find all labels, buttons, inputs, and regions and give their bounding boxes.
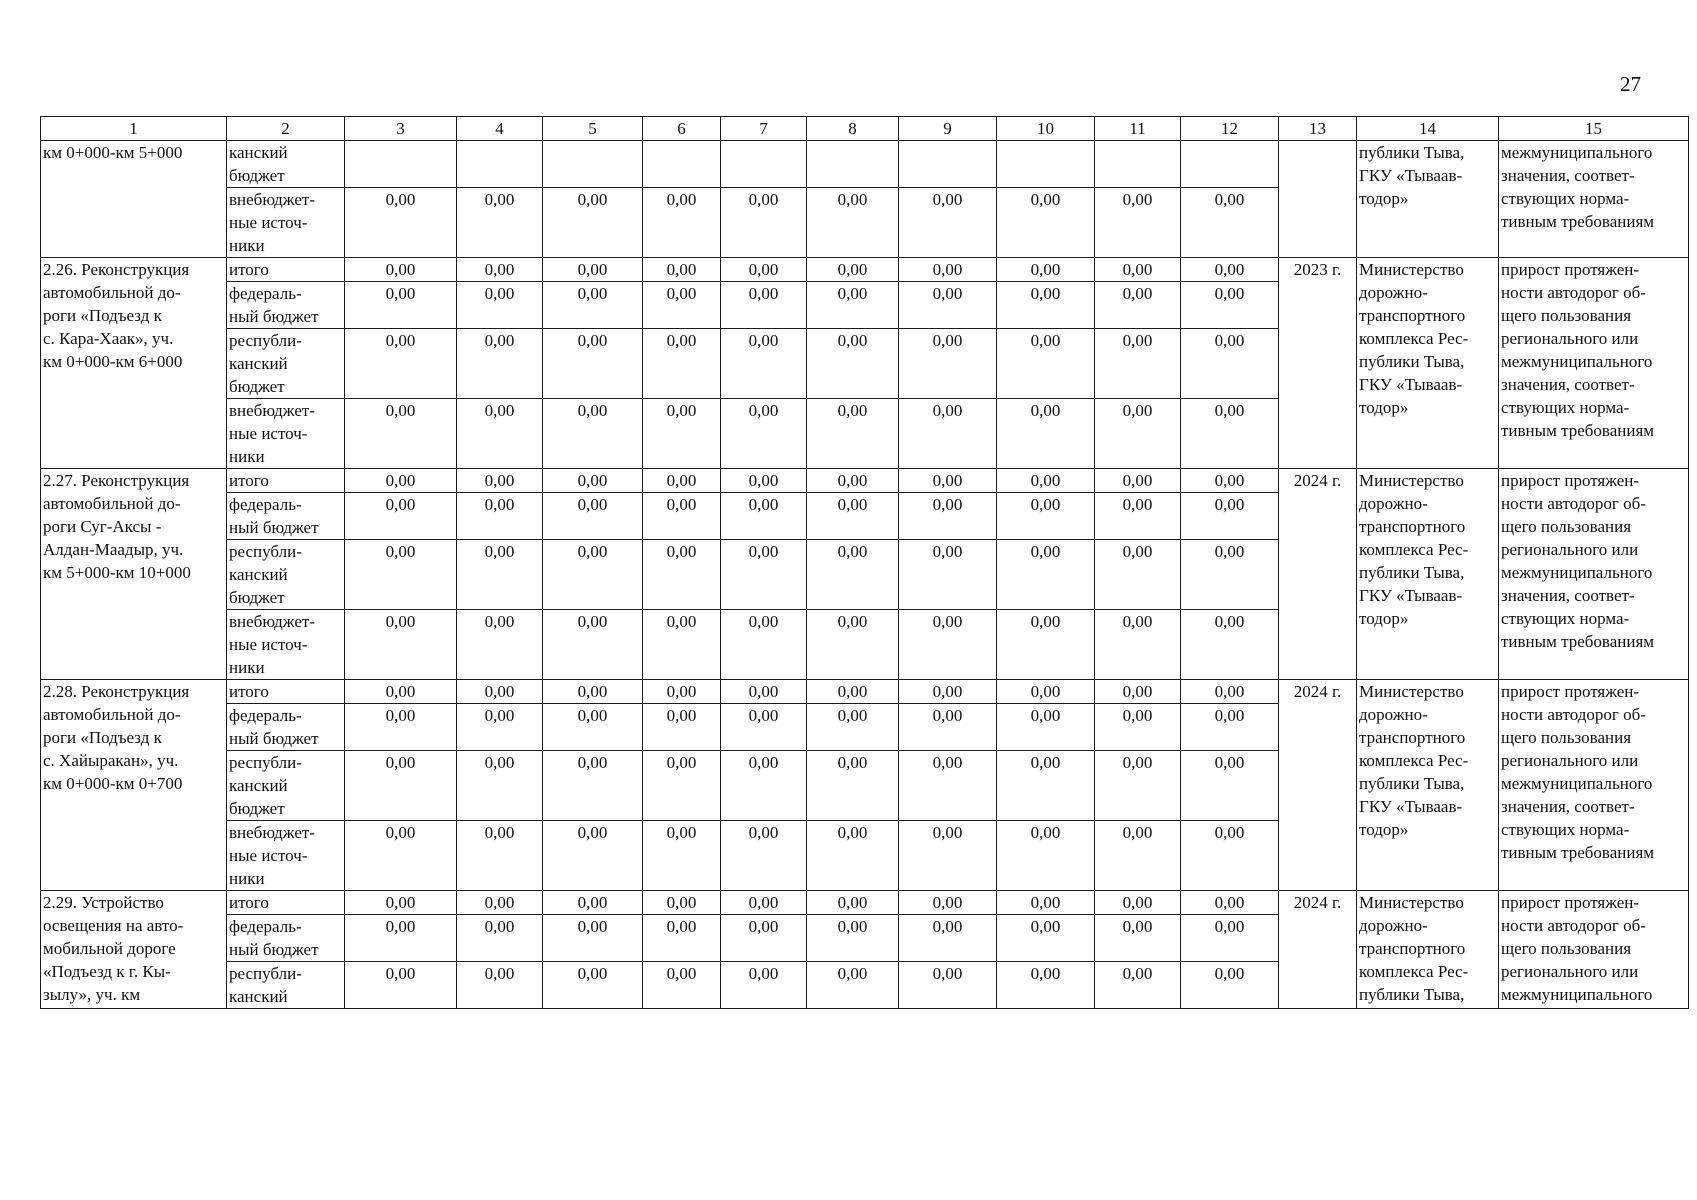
funding-source-cell: итого <box>227 469 345 493</box>
amount-cell: 0,00 <box>721 258 807 282</box>
activity-name-cell: 2.29. Устройство освещения на авто- мобильной дороге «Подъезд к г. Кы- зылу», уч. км <box>41 891 227 1009</box>
executor-cell: Министерство дорожно- транспортного комплекса Рес- публики Тыва, ГКУ «Тываав- тодор» <box>1357 680 1499 891</box>
amount-cell <box>721 141 807 188</box>
amount-cell: 0,00 <box>457 469 543 493</box>
amount-cell: 0,00 <box>345 329 457 399</box>
amount-cell: 0,00 <box>543 258 643 282</box>
amount-cell: 0,00 <box>899 751 997 821</box>
amount-cell: 0,00 <box>1095 751 1181 821</box>
funding-source-cell: внебюджет- ные источ- ники <box>227 399 345 469</box>
column-header: 15 <box>1499 117 1689 141</box>
amount-cell: 0,00 <box>997 493 1095 540</box>
amount-cell: 0,00 <box>899 493 997 540</box>
amount-cell: 0,00 <box>899 469 997 493</box>
funding-source-cell: федераль- ный бюджет <box>227 704 345 751</box>
amount-cell: 0,00 <box>345 399 457 469</box>
amount-cell: 0,00 <box>807 704 899 751</box>
column-header: 8 <box>807 117 899 141</box>
amount-cell <box>997 141 1095 188</box>
amount-cell: 0,00 <box>899 282 997 329</box>
activity-name-cell: 2.26. Реконструкция автомобильной до- роги «Подъезд к с. Кара-Хаак», уч. км 0+000-км 6+000 <box>41 258 227 469</box>
column-header: 11 <box>1095 117 1181 141</box>
amount-cell: 0,00 <box>899 915 997 962</box>
amount-cell: 0,00 <box>1181 188 1279 258</box>
amount-cell: 0,00 <box>721 704 807 751</box>
amount-cell: 0,00 <box>899 680 997 704</box>
amount-cell: 0,00 <box>643 258 721 282</box>
amount-cell: 0,00 <box>1181 399 1279 469</box>
amount-cell: 0,00 <box>345 962 457 1009</box>
amount-cell: 0,00 <box>1181 282 1279 329</box>
amount-cell: 0,00 <box>643 680 721 704</box>
amount-cell: 0,00 <box>807 258 899 282</box>
amount-cell: 0,00 <box>643 188 721 258</box>
amount-cell <box>345 141 457 188</box>
executor-cell: Министерство дорожно- транспортного комплекса Рес- публики Тыва, ГКУ «Тываав- тодор» <box>1357 469 1499 680</box>
deadline-cell: 2024 г. <box>1279 469 1357 680</box>
amount-cell: 0,00 <box>807 680 899 704</box>
amount-cell: 0,00 <box>807 540 899 610</box>
amount-cell: 0,00 <box>345 891 457 915</box>
amount-cell: 0,00 <box>643 493 721 540</box>
amount-cell: 0,00 <box>457 329 543 399</box>
amount-cell: 0,00 <box>643 821 721 891</box>
amount-cell: 0,00 <box>899 610 997 680</box>
funding-source-cell: федераль- ный бюджет <box>227 493 345 540</box>
amount-cell: 0,00 <box>1181 610 1279 680</box>
table-row <box>41 469 1689 493</box>
amount-cell: 0,00 <box>1095 704 1181 751</box>
table-row <box>41 258 1689 282</box>
amount-cell: 0,00 <box>997 680 1095 704</box>
amount-cell: 0,00 <box>1095 610 1181 680</box>
amount-cell: 0,00 <box>543 282 643 329</box>
amount-cell: 0,00 <box>997 188 1095 258</box>
amount-cell: 0,00 <box>543 751 643 821</box>
amount-cell: 0,00 <box>807 399 899 469</box>
amount-cell: 0,00 <box>345 915 457 962</box>
amount-cell: 0,00 <box>721 680 807 704</box>
amount-cell: 0,00 <box>721 540 807 610</box>
deadline-cell: 2023 г. <box>1279 258 1357 469</box>
column-header: 2 <box>227 117 345 141</box>
funding-source-cell: республи- канский <box>227 962 345 1009</box>
amount-cell: 0,00 <box>997 329 1095 399</box>
amount-cell: 0,00 <box>721 282 807 329</box>
amount-cell: 0,00 <box>543 915 643 962</box>
amount-cell: 0,00 <box>721 329 807 399</box>
amount-cell: 0,00 <box>1095 540 1181 610</box>
expected-result-cell: межмуниципального значения, соответ- ствующих норма- тивным требованиям <box>1499 141 1689 258</box>
amount-cell: 0,00 <box>721 751 807 821</box>
amount-cell: 0,00 <box>997 751 1095 821</box>
amount-cell: 0,00 <box>457 680 543 704</box>
amount-cell: 0,00 <box>1181 751 1279 821</box>
amount-cell: 0,00 <box>345 821 457 891</box>
column-header: 3 <box>345 117 457 141</box>
deadline-cell <box>1279 141 1357 258</box>
amount-cell: 0,00 <box>643 751 721 821</box>
amount-cell <box>543 141 643 188</box>
column-header: 10 <box>997 117 1095 141</box>
amount-cell: 0,00 <box>1095 188 1181 258</box>
amount-cell: 0,00 <box>643 704 721 751</box>
amount-cell: 0,00 <box>1181 680 1279 704</box>
activity-name-cell: км 0+000-км 5+000 <box>41 141 227 258</box>
amount-cell: 0,00 <box>457 821 543 891</box>
amount-cell: 0,00 <box>457 891 543 915</box>
funding-source-cell: республи- канский бюджет <box>227 329 345 399</box>
amount-cell: 0,00 <box>1095 469 1181 493</box>
amount-cell: 0,00 <box>345 282 457 329</box>
amount-cell <box>899 141 997 188</box>
amount-cell: 0,00 <box>1095 399 1181 469</box>
column-header: 1 <box>41 117 227 141</box>
amount-cell: 0,00 <box>643 540 721 610</box>
amount-cell: 0,00 <box>899 329 997 399</box>
amount-cell: 0,00 <box>899 258 997 282</box>
amount-cell: 0,00 <box>997 915 1095 962</box>
amount-cell: 0,00 <box>457 915 543 962</box>
amount-cell: 0,00 <box>721 188 807 258</box>
funding-source-cell: федераль- ный бюджет <box>227 282 345 329</box>
funding-source-cell: федераль- ный бюджет <box>227 915 345 962</box>
amount-cell: 0,00 <box>1095 962 1181 1009</box>
amount-cell: 0,00 <box>1181 821 1279 891</box>
amount-cell: 0,00 <box>807 493 899 540</box>
amount-cell: 0,00 <box>543 704 643 751</box>
amount-cell: 0,00 <box>543 329 643 399</box>
amount-cell: 0,00 <box>1181 469 1279 493</box>
funding-source-cell: итого <box>227 680 345 704</box>
amount-cell: 0,00 <box>997 540 1095 610</box>
amount-cell: 0,00 <box>457 188 543 258</box>
amount-cell: 0,00 <box>899 540 997 610</box>
amount-cell: 0,00 <box>899 821 997 891</box>
amount-cell: 0,00 <box>721 915 807 962</box>
amount-cell: 0,00 <box>643 469 721 493</box>
amount-cell: 0,00 <box>457 282 543 329</box>
amount-cell: 0,00 <box>543 540 643 610</box>
amount-cell: 0,00 <box>543 188 643 258</box>
amount-cell: 0,00 <box>643 962 721 1009</box>
amount-cell: 0,00 <box>543 399 643 469</box>
amount-cell: 0,00 <box>997 821 1095 891</box>
amount-cell: 0,00 <box>721 469 807 493</box>
amount-cell: 0,00 <box>457 540 543 610</box>
amount-cell: 0,00 <box>457 399 543 469</box>
amount-cell: 0,00 <box>345 469 457 493</box>
column-header: 13 <box>1279 117 1357 141</box>
amount-cell: 0,00 <box>997 258 1095 282</box>
amount-cell: 0,00 <box>997 399 1095 469</box>
funding-source-cell: канский бюджет <box>227 141 345 188</box>
amount-cell: 0,00 <box>345 680 457 704</box>
amount-cell: 0,00 <box>457 751 543 821</box>
amount-cell: 0,00 <box>345 188 457 258</box>
table-row <box>41 680 1689 704</box>
funding-source-cell: итого <box>227 891 345 915</box>
amount-cell: 0,00 <box>721 962 807 1009</box>
amount-cell: 0,00 <box>1181 704 1279 751</box>
amount-cell: 0,00 <box>643 915 721 962</box>
expected-result-cell: прирост протяжен- ности автодорог об- щего пользования регионального или межмуниципального значения, соответ- ствующих норма- тивным требованиям <box>1499 469 1689 680</box>
amount-cell: 0,00 <box>345 258 457 282</box>
amount-cell: 0,00 <box>543 962 643 1009</box>
expected-result-cell: прирост протяжен- ности автодорог об- щего пользования регионального или межмуниципального значения, соответ- ствующих норма- тивным требованиям <box>1499 258 1689 469</box>
amount-cell: 0,00 <box>807 915 899 962</box>
amount-cell <box>643 141 721 188</box>
amount-cell: 0,00 <box>997 704 1095 751</box>
amount-cell <box>457 141 543 188</box>
executor-cell: Министерство дорожно- транспортного комплекса Рес- публики Тыва, <box>1357 891 1499 1009</box>
deadline-cell: 2024 г. <box>1279 680 1357 891</box>
page-number: 27 <box>1620 72 1641 96</box>
column-header: 6 <box>643 117 721 141</box>
funding-source-cell: внебюджет- ные источ- ники <box>227 821 345 891</box>
amount-cell: 0,00 <box>457 610 543 680</box>
executor-cell: Министерство дорожно- транспортного комплекса Рес- публики Тыва, ГКУ «Тываав- тодор» <box>1357 258 1499 469</box>
amount-cell: 0,00 <box>1181 258 1279 282</box>
amount-cell: 0,00 <box>543 891 643 915</box>
amount-cell: 0,00 <box>345 540 457 610</box>
amount-cell: 0,00 <box>1095 329 1181 399</box>
funding-source-cell: итого <box>227 258 345 282</box>
amount-cell: 0,00 <box>345 751 457 821</box>
amount-cell <box>1095 141 1181 188</box>
amount-cell: 0,00 <box>1095 493 1181 540</box>
executor-cell: публики Тыва, ГКУ «Тываав- тодор» <box>1357 141 1499 258</box>
amount-cell: 0,00 <box>345 610 457 680</box>
amount-cell: 0,00 <box>807 610 899 680</box>
amount-cell: 0,00 <box>643 329 721 399</box>
funding-source-cell: внебюджет- ные источ- ники <box>227 610 345 680</box>
amount-cell: 0,00 <box>721 821 807 891</box>
amount-cell: 0,00 <box>1095 282 1181 329</box>
amount-cell: 0,00 <box>1181 540 1279 610</box>
table-row <box>41 891 1689 915</box>
funding-source-cell: республи- канский бюджет <box>227 540 345 610</box>
amount-cell: 0,00 <box>457 704 543 751</box>
amount-cell: 0,00 <box>899 399 997 469</box>
amount-cell: 0,00 <box>899 704 997 751</box>
amount-cell: 0,00 <box>997 282 1095 329</box>
column-header: 14 <box>1357 117 1499 141</box>
funding-table <box>40 116 1689 1009</box>
amount-cell: 0,00 <box>807 282 899 329</box>
column-header: 4 <box>457 117 543 141</box>
amount-cell: 0,00 <box>1181 891 1279 915</box>
expected-result-cell: прирост протяжен- ности автодорог об- щего пользования регионального или межмуниципального <box>1499 891 1689 1009</box>
amount-cell: 0,00 <box>1181 915 1279 962</box>
amount-cell: 0,00 <box>457 258 543 282</box>
column-header: 9 <box>899 117 997 141</box>
expected-result-cell: прирост протяжен- ности автодорог об- щего пользования регионального или межмуниципального значения, соответ- ствующих норма- тивным требованиям <box>1499 680 1689 891</box>
amount-cell: 0,00 <box>899 188 997 258</box>
column-number-row <box>41 117 1689 141</box>
amount-cell: 0,00 <box>721 891 807 915</box>
amount-cell: 0,00 <box>543 680 643 704</box>
amount-cell: 0,00 <box>643 282 721 329</box>
amount-cell: 0,00 <box>899 891 997 915</box>
amount-cell: 0,00 <box>543 493 643 540</box>
amount-cell: 0,00 <box>457 962 543 1009</box>
amount-cell: 0,00 <box>643 399 721 469</box>
table-body <box>41 117 1689 1009</box>
amount-cell: 0,00 <box>997 962 1095 1009</box>
amount-cell: 0,00 <box>1095 891 1181 915</box>
column-header: 12 <box>1181 117 1279 141</box>
amount-cell: 0,00 <box>345 704 457 751</box>
amount-cell: 0,00 <box>721 610 807 680</box>
funding-source-cell: внебюджет- ные источ- ники <box>227 188 345 258</box>
amount-cell: 0,00 <box>807 469 899 493</box>
amount-cell: 0,00 <box>807 188 899 258</box>
amount-cell <box>1181 141 1279 188</box>
column-header: 5 <box>543 117 643 141</box>
amount-cell: 0,00 <box>807 751 899 821</box>
funding-source-cell: республи- канский бюджет <box>227 751 345 821</box>
deadline-cell: 2024 г. <box>1279 891 1357 1009</box>
amount-cell: 0,00 <box>1181 962 1279 1009</box>
amount-cell: 0,00 <box>997 891 1095 915</box>
amount-cell: 0,00 <box>543 610 643 680</box>
table-row <box>41 141 1689 188</box>
amount-cell: 0,00 <box>807 329 899 399</box>
amount-cell: 0,00 <box>643 610 721 680</box>
amount-cell: 0,00 <box>1181 329 1279 399</box>
amount-cell: 0,00 <box>997 610 1095 680</box>
amount-cell: 0,00 <box>807 891 899 915</box>
amount-cell: 0,00 <box>1095 258 1181 282</box>
amount-cell: 0,00 <box>457 493 543 540</box>
activity-name-cell: 2.28. Реконструкция автомобильной до- роги «Подъезд к с. Хайыракан», уч. км 0+000-км 0+700 <box>41 680 227 891</box>
amount-cell: 0,00 <box>899 962 997 1009</box>
amount-cell: 0,00 <box>543 469 643 493</box>
amount-cell: 0,00 <box>721 493 807 540</box>
column-header: 7 <box>721 117 807 141</box>
amount-cell: 0,00 <box>1181 493 1279 540</box>
amount-cell <box>807 141 899 188</box>
amount-cell: 0,00 <box>643 891 721 915</box>
amount-cell: 0,00 <box>1095 680 1181 704</box>
amount-cell: 0,00 <box>1095 915 1181 962</box>
amount-cell: 0,00 <box>345 493 457 540</box>
activity-name-cell: 2.27. Реконструкция автомобильной до- роги Суг-Аксы - Алдан-Маадыр, уч. км 5+000-км 10+000 <box>41 469 227 680</box>
amount-cell: 0,00 <box>1095 821 1181 891</box>
amount-cell: 0,00 <box>997 469 1095 493</box>
amount-cell: 0,00 <box>807 962 899 1009</box>
amount-cell: 0,00 <box>543 821 643 891</box>
amount-cell: 0,00 <box>721 399 807 469</box>
amount-cell: 0,00 <box>807 821 899 891</box>
